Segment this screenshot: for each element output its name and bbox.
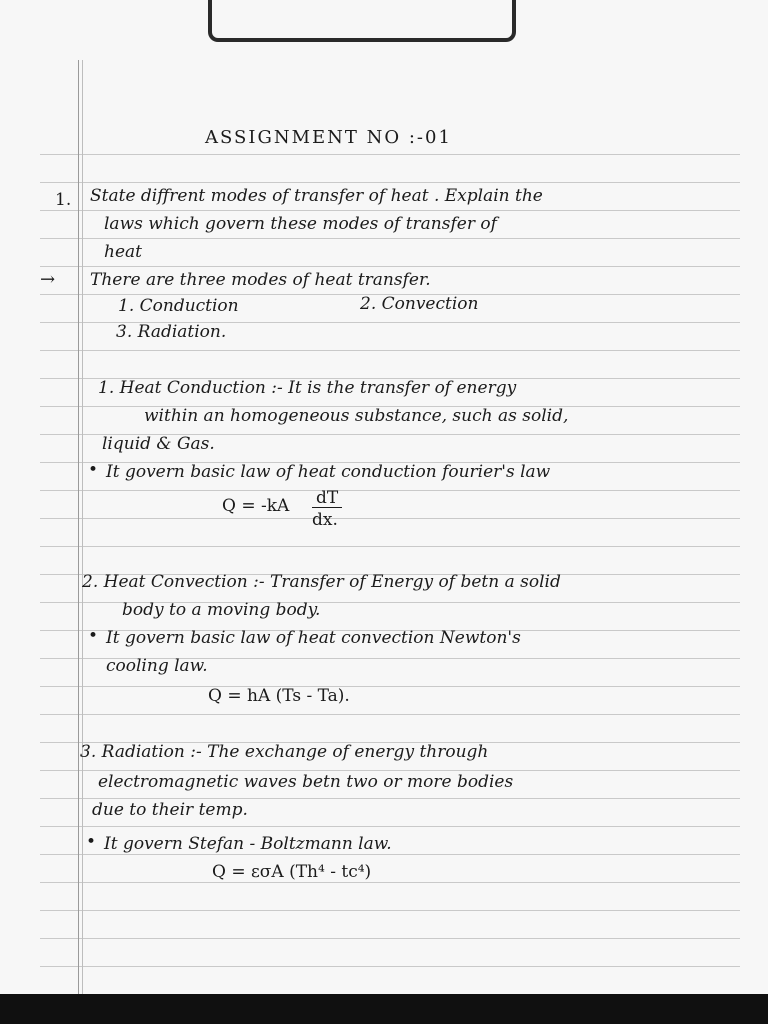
page-title: ASSIGNMENT NO :-01 — [205, 127, 452, 148]
ruled-line — [40, 854, 740, 855]
radiation-heading: 3. Radiation :- The exchange of energy through — [80, 742, 489, 762]
ruled-line — [40, 490, 740, 491]
conduction-law: It govern basic law of heat conduction fourier's law — [106, 462, 551, 482]
ruled-line — [40, 714, 740, 715]
margin-line — [78, 60, 79, 994]
ruled-line — [40, 826, 740, 827]
ruled-line — [40, 210, 740, 211]
newton-formula: Q = hA (Ts - Ta). — [208, 686, 350, 706]
margin-line — [82, 60, 83, 994]
arrow-icon: → — [40, 269, 56, 290]
mode-item: 2. Convection — [360, 294, 479, 314]
convection-heading: 2. Heat Convection :- Transfer of Energy of betn a solid — [82, 572, 561, 592]
question-line: heat — [104, 242, 142, 262]
radiation-line: due to their temp. — [92, 800, 248, 820]
bullet-icon: • — [88, 460, 99, 480]
convection-line: body to a moving body. — [122, 600, 321, 620]
ruled-line — [40, 182, 740, 183]
convection-law: It govern basic law of heat convection Newton's — [106, 628, 521, 648]
fourier-formula-numerator: dT — [312, 489, 342, 508]
answer-intro: There are three modes of heat transfer. — [90, 270, 431, 290]
ruled-line — [40, 238, 740, 239]
convection-law: cooling law. — [106, 656, 208, 676]
fourier-formula-denominator: dx. — [312, 510, 338, 530]
bullet-icon: • — [88, 626, 99, 646]
mode-item: 1. Conduction — [118, 296, 239, 316]
ruled-line — [40, 266, 740, 267]
ruled-line — [40, 154, 740, 155]
conduction-heading: 1. Heat Conduction :- It is the transfer of energy — [98, 378, 517, 398]
table-surface — [0, 994, 768, 1024]
ruled-line — [40, 882, 740, 883]
ruled-line — [40, 966, 740, 967]
ruled-line — [40, 686, 740, 687]
ruled-line — [40, 518, 740, 519]
fourier-formula-lhs: Q = -kA — [222, 496, 290, 516]
conduction-line: within an homogeneous substance, such as solid, — [144, 406, 569, 426]
question-line: laws which govern these modes of transfer of — [104, 214, 497, 234]
radiation-law: It govern Stefan - Boltzmann law. — [104, 834, 392, 854]
bullet-icon: • — [86, 832, 97, 852]
question-line: State diffrent modes of transfer of heat . Explain the — [90, 186, 543, 206]
clipboard-clip — [208, 0, 516, 42]
ruled-line — [40, 770, 740, 771]
conduction-line: liquid & Gas. — [102, 434, 215, 454]
ruled-line — [40, 546, 740, 547]
ruled-line — [40, 910, 740, 911]
ruled-line — [40, 350, 740, 351]
mode-item: 3. Radiation. — [116, 322, 227, 342]
ruled-line — [40, 798, 740, 799]
stefan-boltzmann-formula: Q = εσA (Th⁴ - tc⁴) — [212, 862, 372, 882]
question-number: 1. — [55, 190, 72, 210]
radiation-line: electromagnetic waves betn two or more bodies — [98, 772, 514, 792]
ruled-line — [40, 938, 740, 939]
